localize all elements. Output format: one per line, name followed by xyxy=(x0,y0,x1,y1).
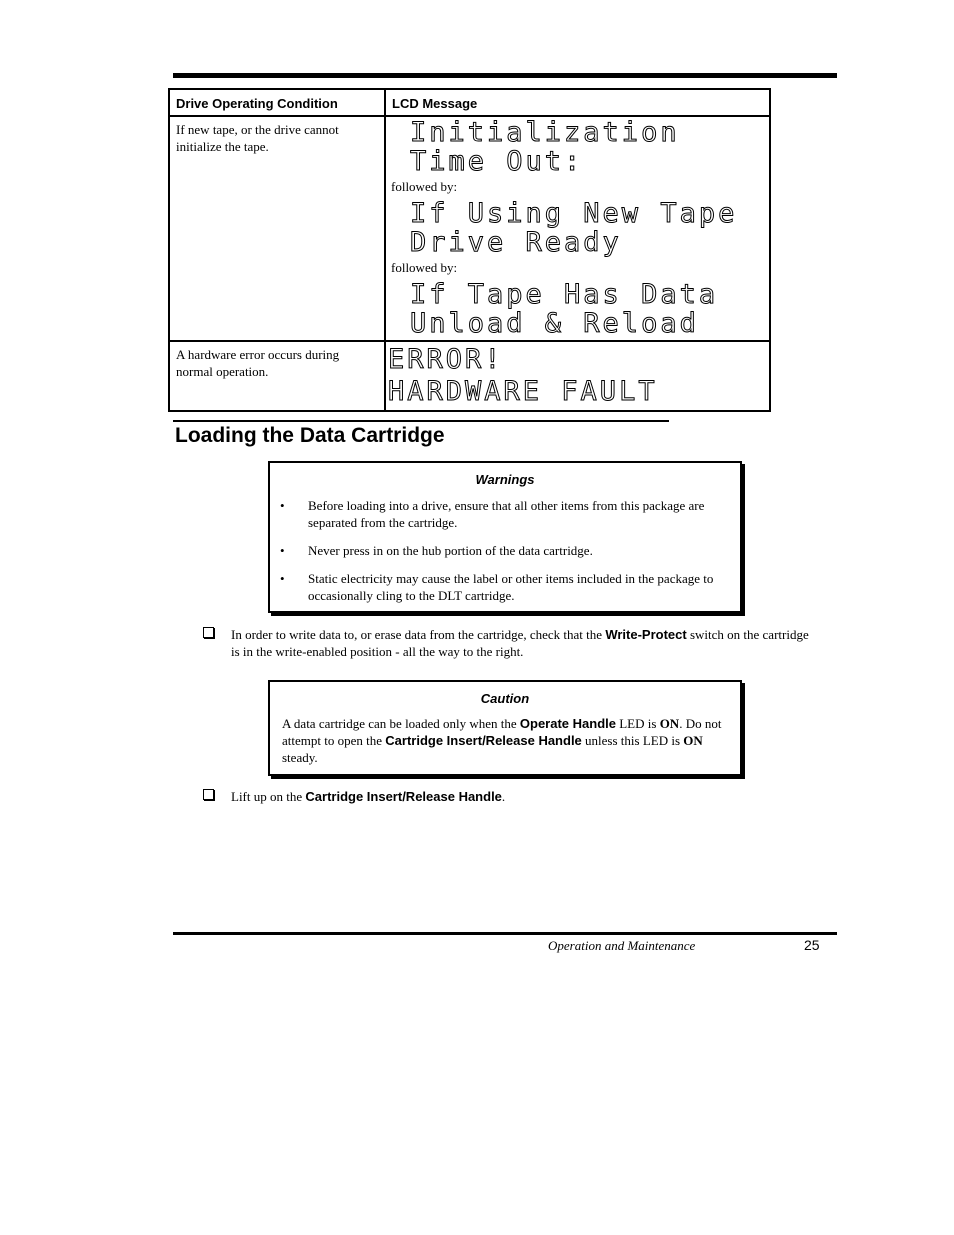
lcd-display xyxy=(386,342,769,410)
lcd-line: Unload & Reload xyxy=(410,308,699,339)
lcd-line: If Using New Tape xyxy=(410,198,738,229)
checkbox-icon xyxy=(203,789,214,800)
page-number: 25 xyxy=(804,937,820,953)
lcd-display xyxy=(386,199,769,257)
header-condition: Drive Operating Condition xyxy=(169,89,385,116)
lcd-line: Time Out: xyxy=(410,146,584,177)
bullet-icon: • xyxy=(280,571,285,586)
lcd-message-table xyxy=(168,88,771,412)
lcd-line: Drive Ready xyxy=(410,227,622,258)
table-header-row xyxy=(169,89,770,116)
footer-rule xyxy=(173,932,837,935)
write-protect-label: Write-Protect xyxy=(605,627,687,642)
top-rule xyxy=(173,73,837,78)
lcd-line: If Tape Has Data xyxy=(410,279,719,310)
lcd-line: Initialization xyxy=(410,117,680,148)
step-write-protect: In order to write data to, or erase data from the cartridge, check that the Write-Protect switch on the cartridge is in the write-enabled position - all the way to the right. xyxy=(203,626,813,660)
list-item: • Static electricity may cause the label or other items included in the package to occasionally cling to the DLT cartridge. xyxy=(280,571,714,603)
table-row xyxy=(169,341,770,411)
condition-text: A hardware error occurs during normal operation. xyxy=(176,347,340,379)
lcd-display xyxy=(386,280,769,340)
footer-title: Operation and Maintenance xyxy=(548,938,696,953)
list-item: • Before loading into a drive, ensure that all other items from this package are separated from the cartridge. xyxy=(280,498,705,530)
heading-rule xyxy=(173,420,669,422)
warnings-list xyxy=(270,497,740,604)
caution-box xyxy=(268,680,742,776)
step-lift-handle: Lift up on the Cartridge Insert/Release Handle. xyxy=(203,788,813,805)
caution-text: A data cartridge can be loaded only when the Operate Handle LED is ON. Do not attempt to open the Cartridge Insert/Release Handle unless this LED is ON steady. xyxy=(282,716,722,765)
warnings-title: Warnings xyxy=(475,472,535,487)
warnings-box xyxy=(268,461,742,613)
lcd-display xyxy=(386,117,769,176)
lcd-line: ERROR! xyxy=(388,344,504,375)
list-item: • Never press in on the hub portion of the data cartridge. xyxy=(280,543,593,558)
table-row xyxy=(169,116,770,341)
bullet-icon: • xyxy=(280,498,285,513)
handle-label: Cartridge Insert/Release Handle xyxy=(305,789,502,804)
section-heading: Loading the Data Cartridge xyxy=(175,424,445,447)
header-lcd-message: LCD Message xyxy=(385,89,770,116)
caution-title: Caution xyxy=(480,691,530,706)
checkbox-icon xyxy=(203,627,214,638)
lcd-line: HARDWARE FAULT xyxy=(388,376,658,407)
followed-by-text: followed by: xyxy=(391,179,458,194)
bullet-icon: • xyxy=(280,543,285,558)
followed-by-text: followed by: xyxy=(391,260,458,275)
condition-text: If new tape, or the drive cannot initialize the tape. xyxy=(176,122,339,154)
